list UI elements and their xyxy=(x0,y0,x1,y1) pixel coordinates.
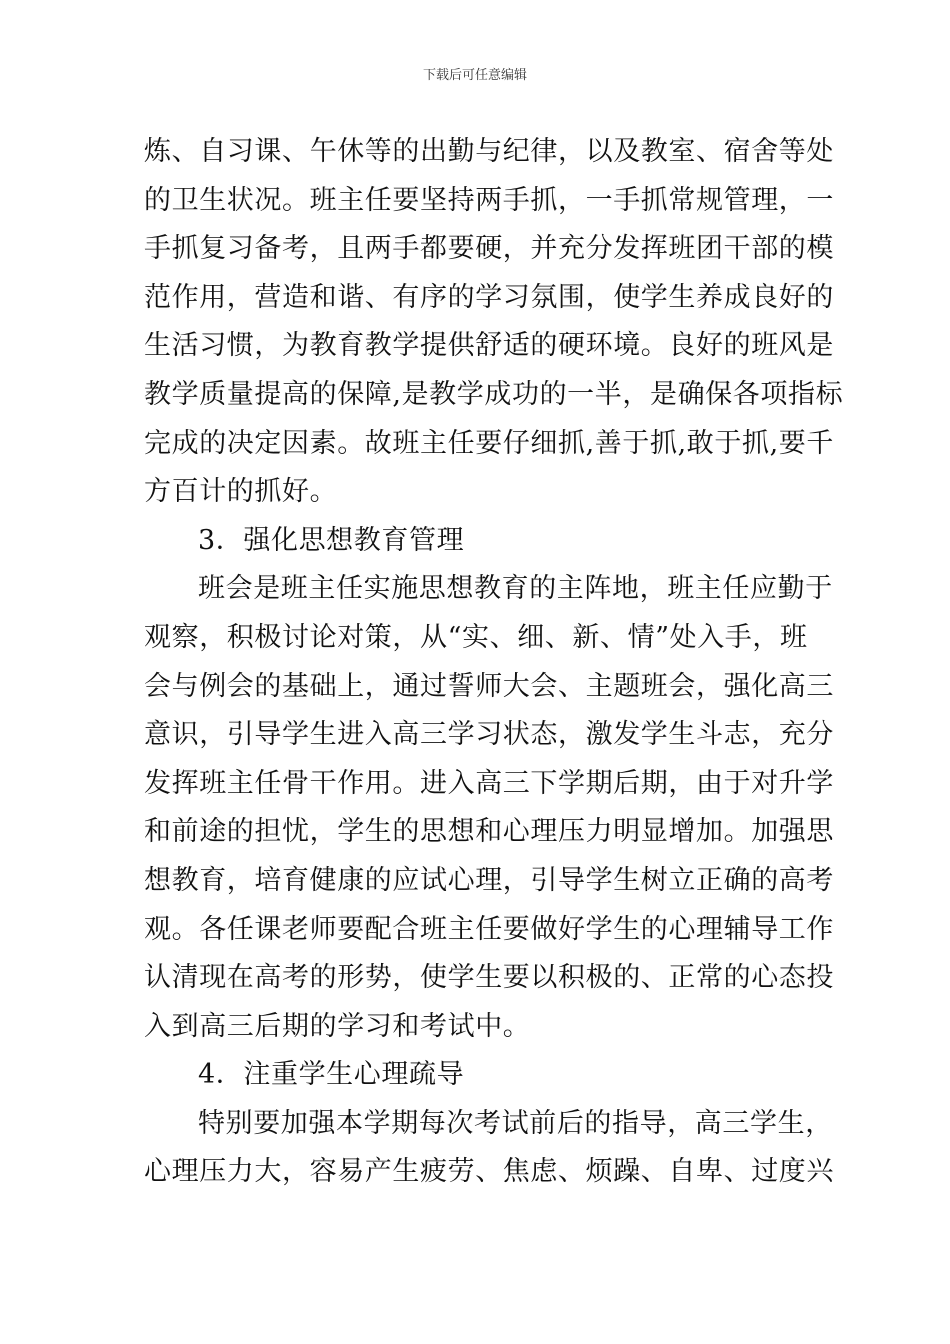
text-line: 班会是班主任实施思想教育的主阵地，班主任应勤于 xyxy=(198,573,833,605)
text-line: 炼、自习课、午休等的出勤与纪律，以及教室、宿舍等处 xyxy=(144,136,834,167)
text-line: 想教育，培育健康的应试心理，引导学生树立正确的高考 xyxy=(144,864,834,896)
page-header: 下载后可任意编辑 xyxy=(422,68,527,83)
text-line: 发挥班主任骨干作用。进入高三下学期后期，由于对升学 xyxy=(144,767,834,799)
text-line: 4．注重学生心理疏导 xyxy=(198,1059,465,1091)
text-line: 心理压力大，容易产生疲劳、焦虑、烦躁、自卑、过度兴 xyxy=(144,1156,834,1188)
text-line: 入到高三后期的学习和考试中。 xyxy=(144,1010,531,1042)
text-line: 教学质量提高的保障,是教学成功的一半，是确保各项指标 xyxy=(144,378,844,410)
text-line: 完成的决定因素。故班主任要仔细抓,善于抓,敢于抓,要千 xyxy=(144,427,834,459)
text-line: 方百计的抓好。 xyxy=(144,476,338,508)
text-line: 范作用，营造和谐、有序的学习氛围，使学生养成良好的 xyxy=(144,281,834,313)
text-line: 观。各任课老师要配合班主任要做好学生的心理辅导工作 xyxy=(144,913,834,945)
text-line: 特别要加强本学期每次考试前后的指导，高三学生， xyxy=(198,1107,833,1139)
text-line: 3．强化思想教育管理 xyxy=(198,524,465,556)
text-line: 认清现在高考的形势，使学生要以积极的、正常的心态投 xyxy=(144,962,834,994)
text-line: 生活习惯，为教育教学提供舒适的硬环境。良好的班风是 xyxy=(144,330,834,362)
text-line: 会与例会的基础上，通过誓师大会、主题班会，强化高三 xyxy=(144,670,834,702)
text-line: 观察，积极讨论对策，从“实、细、新、情”处入手，班 xyxy=(144,621,808,653)
text-line: 意识，引导学生进入高三学习状态，激发学生斗志，充分 xyxy=(144,719,834,751)
text-line: 手抓复习备考，且两手都要硬，并充分发挥班团干部的模 xyxy=(144,233,834,265)
document-body xyxy=(144,128,844,1197)
text-line: 和前途的担忧，学生的思想和心理压力明显增加。加强思 xyxy=(144,816,834,848)
text-line: 的卫生状况。班主任要坚持两手抓，一手抓常规管理，一 xyxy=(144,184,834,216)
